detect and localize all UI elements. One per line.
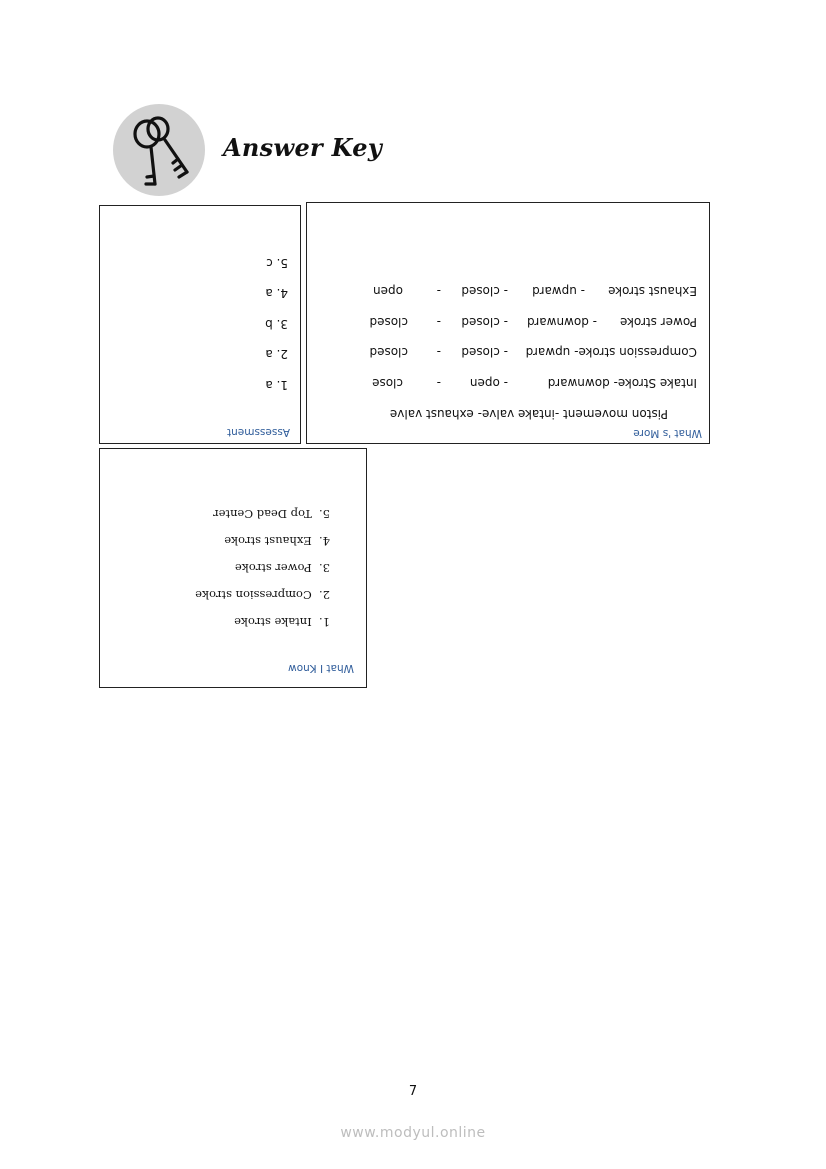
list-item: 1. Intake stroke [234, 615, 330, 629]
stroke-cell: Power stroke [620, 315, 697, 329]
columns-header: Piston movement -intake valve- exhaust valve [389, 407, 668, 421]
intake-cell: - closed [461, 315, 508, 329]
intake-cell: - closed [461, 345, 508, 359]
list-item: 3. b [265, 317, 288, 331]
separator-cell: - [436, 345, 441, 359]
watermark: www.modyul.online [340, 1125, 486, 1141]
page-title: Answer Key [223, 133, 383, 162]
separator-cell: - [436, 376, 441, 390]
list-item: 3. Power stroke [235, 561, 330, 575]
stroke-cell: Exhaust stroke [608, 284, 697, 298]
separator-cell: - [436, 315, 441, 329]
exhaust-cell: close [372, 376, 403, 390]
whats-more-box [306, 202, 710, 444]
stroke-cell: Compression stroke- upward [525, 345, 697, 359]
list-item: 2. Compression stroke [195, 588, 330, 602]
exhaust-cell: closed [369, 345, 408, 359]
list-item: 1. a [265, 378, 288, 392]
exhaust-cell: open [373, 284, 403, 298]
exhaust-cell: closed [369, 315, 408, 329]
page-number: 7 [408, 1084, 418, 1099]
separator-cell: - [436, 284, 441, 298]
whats-more-heading: What 's More [633, 427, 702, 439]
movement-cell: - upward [532, 284, 585, 298]
list-item: 5. c [266, 256, 288, 270]
what-i-know-heading: What I Know [288, 662, 354, 674]
keys-icon [113, 104, 205, 196]
movement-cell: - downward [526, 315, 597, 329]
assessment-heading: Assessment [227, 426, 290, 438]
list-item: 4. a [265, 286, 288, 300]
list-item: 5. Top Dead Center [213, 507, 330, 521]
list-item: 4. Exhaust stroke [224, 534, 330, 548]
stroke-cell: Intake Stroke- downward [547, 376, 697, 390]
what-i-know-box [99, 448, 367, 688]
assessment-box [99, 205, 301, 444]
intake-cell: - open [469, 376, 508, 390]
list-item: 2. a [265, 347, 288, 361]
intake-cell: - closed [461, 284, 508, 298]
